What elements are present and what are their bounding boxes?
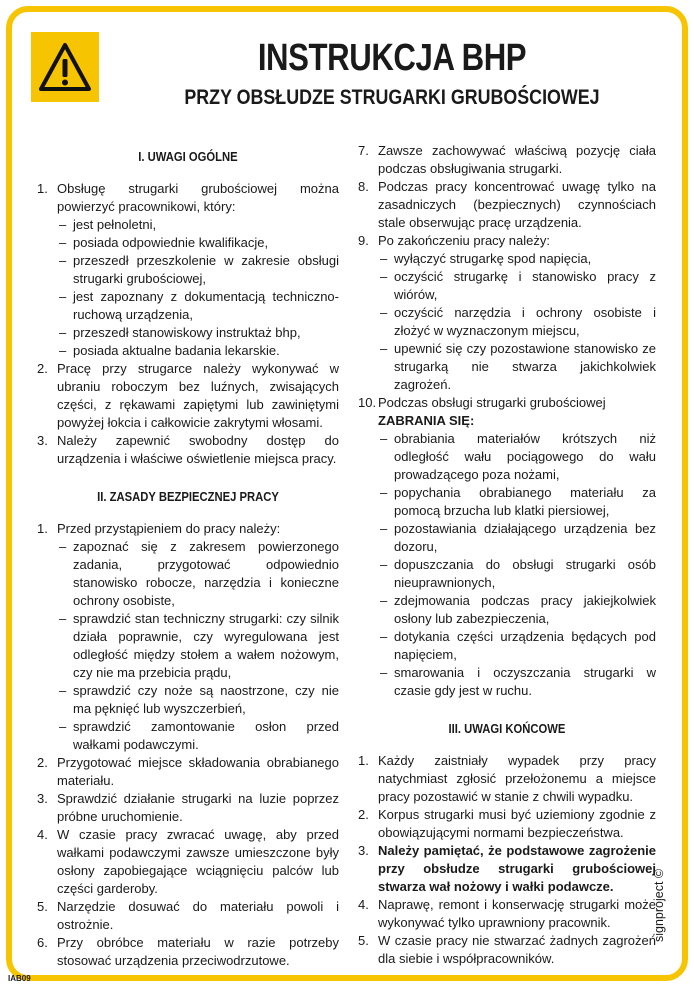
sub-list <box>378 250 656 394</box>
list-item: 3. Sprawdzić działanie strugarki na luzie poprzez próbne uruchomienie. <box>37 791 339 824</box>
list-item: 8. Podczas pracy koncentrować uwagę tylko na zasadniczych (bezpiecznych) czynnościach stale obserwując pracę urządzenia. <box>358 179 656 230</box>
list-item: 6. Przy obróbce materiału w razie potrzeby stosować urządzenia przeciwodrzutowe. <box>37 935 339 968</box>
page-subtitle: PRZY OBSŁUDZE STRUGARKI GRUBOŚCIOWEJ <box>184 86 600 109</box>
sub-item: – upewnić się czy pozostawione stanowisko ze strugarką nie stwarza jakichkolwiek zagrożeń. <box>378 340 656 394</box>
safety-list <box>37 520 339 970</box>
sub-item: – jest zapoznany z dokumentacją techniczno-ruchową urządzenia, <box>57 288 339 324</box>
sub-item: – przeszedł przeszkolenie w zakresie obsługi strugarki grubościowej, <box>57 252 339 288</box>
sub-item: – jest pełnoletni, <box>57 216 339 234</box>
list-item: 2. Korpus strugarki musi być uziemiony zgodnie z obowiązującymi normami bezpieczeństwa. <box>358 807 656 840</box>
sub-item: – dotykania części urządzenia będących pod napięciem, <box>378 628 656 664</box>
list-item: 4. W czasie pracy zwracać uwagę, aby przed wałkami podawczymi zawsze umieszczone były osłony zapobiegające wciągnięciu palców lub części garderoby. <box>37 827 339 896</box>
section-heading-final: III. UWAGI KOŃCOWE <box>448 722 566 736</box>
list-item: 1. Każdy zaistniały wypadek przy pracy natychmiast zgłosić przełożonemu a miejsce pracy pozostawić w stanie z chwili wypadku. <box>358 753 656 804</box>
list-item: 2. Przygotować miejsce składowania obrabianego materiału. <box>37 755 339 788</box>
safety-list-continued <box>358 142 656 700</box>
list-item: 2. Pracę przy strugarce należy wykonywać w ubraniu roboczym bez luźnych, zwisających części, z rękawami zapiętymi lub zawiniętymi powyżej łokcia i całkowicie zakrytymi włosami. <box>37 361 339 430</box>
page-title: INSTRUKCJA BHP <box>257 37 527 79</box>
list-item: 5. Narzędzie dosuwać do materiału powoli i ostrożnie. <box>37 899 339 932</box>
sub-item: – przeszedł stanowiskowy instruktaż bhp, <box>57 324 339 342</box>
list-item: 5. W czasie pracy nie stwarzać żadnych zagrożeń dla siebie i współpracowników. <box>358 933 656 966</box>
sub-list <box>57 216 339 360</box>
general-list <box>37 180 339 468</box>
sub-item: – sprawdzić czy noże są naostrzone, czy nie ma pęknięć lub wyszczerbień, <box>57 682 339 718</box>
sub-item: – posiada odpowiednie kwalifikacje, <box>57 234 339 252</box>
sub-item: – zapoznać się z zakresem powierzonego zadania, przygotować odpowiednio stanowisko robocze, narzędzia i konieczne ochrony osobiste, <box>57 538 339 610</box>
list-item: 4. Naprawę, remont i konserwację strugarki może wykonywać tylko uprawniony pracownik. <box>358 897 656 930</box>
list-item: 1. Obsługę strugarki grubościowej można powierzyć pracownikowi, który: – jest pełnoletni, – posiada odpowiednie kwalifikacje, – przeszedł przeszkolenie w zakresie obsługi strugarki grubościowej, – jest zapoznany z dokumentacją techniczno-ruchową urządzenia, – przeszedł stanowiskowy instruktaż bhp, – posiada aktualne badania lekarskie. <box>37 180 339 360</box>
warning-triangle-icon <box>37 40 93 94</box>
section-heading-general: I. UWAGI OGÓLNE <box>138 150 238 164</box>
sub-list <box>57 538 339 754</box>
sub-item: – posiada aktualne badania lekarskie. <box>57 342 339 360</box>
brand-label: signproject © <box>652 868 666 942</box>
final-list <box>358 752 656 968</box>
list-item: 3. Należy pamiętać, że podstawowe zagrożenie przy obsłudze strugarki grubościowej stwarza wał nożowy i wałki podawcze. <box>358 843 656 894</box>
sub-list <box>378 430 656 700</box>
sub-item: – wyłączyć strugarkę spod napięcia, <box>378 250 656 268</box>
product-code: IAB09 <box>8 974 31 983</box>
sub-item: – zdejmowania podczas pracy jakiejkolwiek osłony lub zabezpieczenia, <box>378 592 656 628</box>
sub-item: – oczyścić strugarkę i stanowisko pracy z wiórów, <box>378 268 656 304</box>
list-item: 10. Podczas obsługi strugarki grubościowej ZABRANIA SIĘ: – obrabiania materiałów krótszych niż odległość wału pociągowego do wału prowadzącego poza nożami, – popychania obrabianego materiału za pomocą brzucha lub klatki piersiowej, – pozostawiania działającego urządzenia bez dozoru, – dopuszczania do obsługi strugarki osób nieuprawnionych, – zdejmowania podczas pracy jakiejkolwiek osłony lub zabezpieczenia, – dotykania części urządzenia będących pod napięciem, – smarowania i oczyszczania strugarki w czasie gdy jest w ruchu. <box>358 394 656 700</box>
list-item: 1. Przed przystąpieniem do pracy należy: – zapoznać się z zakresem powierzonego zadania, przygotować odpowiednio stanowisko robocze, narzędzia i konieczne ochrony osobiste, – sprawdzić stan techniczny strugarki: czy silnik działa poprawnie, czy wyregulowana jest odległość między stołem a wałem nożowym, czy nie ma przebicia prądu, – sprawdzić czy noże są naostrzone, czy nie ma pęknięć lub wyszczerbień, – sprawdzić zamontowanie osłon przed wałkami podawczymi. <box>37 520 339 754</box>
section-heading-safety: II. ZASADY BEZPIECZNEJ PRACY <box>97 490 279 504</box>
sub-item: – sprawdzić zamontowanie osłon przed wałkami podawczymi. <box>57 718 339 754</box>
sub-item: – pozostawiania działającego urządzenia bez dozoru, <box>378 520 656 556</box>
list-item: 7. Zawsze zachowywać właściwą pozycję ciała podczas obsługiwania strugarki. <box>358 143 656 176</box>
left-column <box>37 142 339 970</box>
sub-item: – oczyścić narzędzia i ochrony osobiste i złożyć w wyznaczonym miejscu, <box>378 304 656 340</box>
right-column <box>358 142 656 968</box>
list-item: 3. Należy zapewnić swobodny dostęp do urządzenia i właściwe oświetlenie miejsca pracy. <box>37 433 339 466</box>
sub-item: – sprawdzić stan techniczny strugarki: czy silnik działa poprawnie, czy wyregulowana jest odległość między stołem a wałem nożowym, czy nie ma przebicia prądu, <box>57 610 339 682</box>
warning-badge <box>31 32 99 102</box>
sub-item: – obrabiania materiałów krótszych niż odległość wału pociągowego do wału prowadzącego poza nożami, <box>378 430 656 484</box>
list-item: 9. Po zakończeniu pracy należy: – wyłączyć strugarkę spod napięcia, – oczyścić strugarkę i stanowisko pracy z wiórów, – oczyścić narzędzia i ochrony osobiste i złożyć w wyznaczonym miejscu, – upewnić się czy pozostawione stanowisko ze strugarką nie stwarza jakichkolwiek zagrożeń. <box>358 232 656 394</box>
sub-item: – smarowania i oczyszczania strugarki w czasie gdy jest w ruchu. <box>378 664 656 700</box>
sub-item: – popychania obrabianego materiału za pomocą brzucha lub klatki piersiowej, <box>378 484 656 520</box>
sub-item: – dopuszczania do obsługi strugarki osób nieuprawnionych, <box>378 556 656 592</box>
